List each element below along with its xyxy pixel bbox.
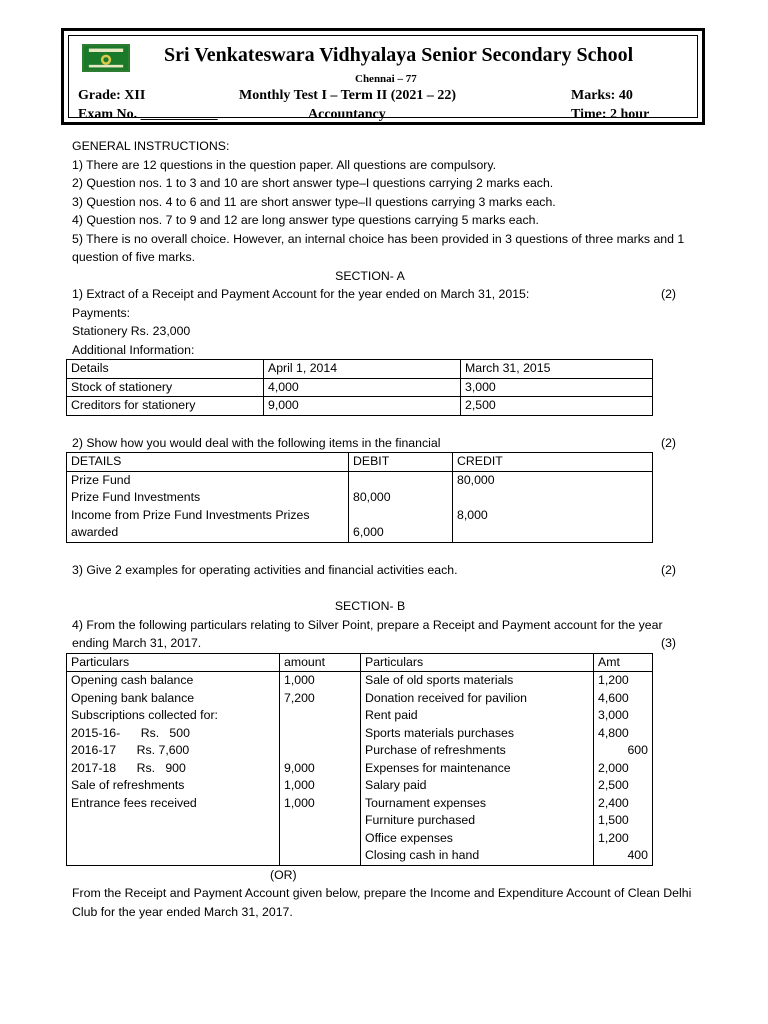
table-cell: Creditors for stationery xyxy=(67,397,264,416)
q4-right-particular: Donation received for pavilion xyxy=(365,690,528,705)
q4-table xyxy=(66,653,653,866)
q4-left-amount: 1,000 xyxy=(284,673,315,687)
q4-right-amount: 1,200 xyxy=(598,673,629,687)
q4-left-amount: 9,000 xyxy=(284,760,315,775)
q2-detail: Prize Fund Investments xyxy=(71,490,201,504)
q4-right-particular: Salary paid xyxy=(365,778,427,792)
q4-left-particular: 2017-18 Rs. 900 xyxy=(71,760,186,775)
table-cell: 2,500 xyxy=(461,397,653,416)
table-cell xyxy=(67,672,280,866)
q4-right-amount: 400 xyxy=(627,848,648,862)
table-header-cell: Amt xyxy=(594,653,653,672)
q1-stationery: Stationery Rs. 23,000 xyxy=(72,324,191,338)
q4-right-particular: Closing cash in hand xyxy=(365,848,480,862)
q2-detail: Income from Prize Fund Investments Prizes awarded xyxy=(71,507,310,539)
school-city: Chennai – 77 xyxy=(355,73,417,85)
section-a-title: SECTION- A xyxy=(335,268,405,283)
q4-left-particular: 2016-17 Rs. 7,600 xyxy=(71,743,190,757)
question-4-line1: 4) From the following particulars relating to Silver Point, prepare a Receipt and Payment account for the year xyxy=(72,617,663,632)
question-4-marks: (3) xyxy=(660,636,676,650)
school-name: Sri Venkateswara Vidhyalaya Senior Secondary School xyxy=(164,44,634,66)
table-row xyxy=(67,453,653,472)
table-header-cell: Particulars xyxy=(67,653,280,672)
q4-right-amount: 4,600 xyxy=(598,690,629,705)
table-row xyxy=(67,672,653,866)
table-header-cell: Particulars xyxy=(361,653,594,672)
q4-right-particular: Expenses for maintenance xyxy=(365,760,511,775)
table-row xyxy=(67,653,653,672)
q4-right-amount: 600 xyxy=(627,743,648,757)
q1-additional-info: Additional Information: xyxy=(72,342,195,357)
grade-label: Grade: XII xyxy=(78,88,146,103)
q4-right-amount: 1,200 xyxy=(598,830,629,845)
table-cell xyxy=(280,672,361,866)
q2-credit: 8,000 xyxy=(457,507,488,522)
table-cell xyxy=(349,471,453,542)
question-2-marks: (2) xyxy=(660,435,676,450)
or-label: (OR) xyxy=(270,867,297,882)
q4-left-particular: 2015-16- Rs. 500 xyxy=(71,725,190,740)
instruction-item: 2) Question nos. 1 to 3 and 10 are short answer type–I questions carrying 2 marks each. xyxy=(72,176,554,190)
table-cell: 4,000 xyxy=(264,378,461,397)
q4-left-particular: Opening cash balance xyxy=(71,673,194,687)
table-row xyxy=(67,360,653,379)
exam-number-field: Exam No. ___________ xyxy=(78,107,218,122)
question-3-marks: (2) xyxy=(660,562,676,577)
table-cell: 3,000 xyxy=(461,378,653,397)
table-cell xyxy=(67,471,349,542)
table-cell: April 1, 2014 xyxy=(264,360,461,379)
table-cell: Details xyxy=(67,360,264,379)
q4-right-particular: Purchase of refreshments xyxy=(365,743,506,757)
q2-debit: 80,000 xyxy=(353,490,391,504)
question-paper-body xyxy=(72,137,692,921)
question-2 xyxy=(72,434,692,453)
q4-left-particular: Entrance fees received xyxy=(71,795,197,810)
q2-credit: 80,000 xyxy=(457,472,495,487)
total-marks: Marks: 40 xyxy=(571,88,633,103)
exam-duration: Time: 2 hour xyxy=(571,107,650,122)
q1-payments-label: Payments: xyxy=(72,305,131,320)
q4-right-amount: 4,800 xyxy=(598,725,629,740)
q4-right-particular: Office expenses xyxy=(365,830,453,845)
table-header-cell: CREDIT xyxy=(453,453,653,472)
q4-right-particular: Sports materials purchases xyxy=(365,725,514,740)
table-cell xyxy=(361,672,594,866)
q4-right-amount: 2,400 xyxy=(598,795,629,810)
q2-table xyxy=(66,452,653,543)
q1-table xyxy=(66,359,653,416)
question-4-line2 xyxy=(72,634,692,653)
instruction-item: 5) There is no overall choice. However, an internal choice has been provided in 3 questions of three marks and 1 question of five marks. xyxy=(72,231,685,264)
table-header-cell: amount xyxy=(280,653,361,672)
header-inner-border xyxy=(68,35,698,122)
q4-left-amount: 1,000 xyxy=(284,778,315,792)
question-1-text: 1) Extract of a Receipt and Payment Account for the year ended on March 31, 2015: xyxy=(72,287,530,301)
question-1-marks: (2) xyxy=(660,287,676,301)
question-3-text: 3) Give 2 examples for operating activities and financial activities each. xyxy=(72,562,458,577)
q2-debit: 6,000 xyxy=(353,525,384,539)
school-logo-icon xyxy=(82,44,130,72)
q4-right-particular: Sale of old sports materials xyxy=(365,673,514,687)
q4-left-amount: 7,200 xyxy=(284,690,315,705)
subject-title: Accountancy xyxy=(308,107,386,122)
q4-left-amount: 1,000 xyxy=(284,795,315,810)
section-b-title: SECTION- B xyxy=(334,599,406,613)
q4-right-amount: 2,000 xyxy=(598,760,629,775)
q4-left-particular: Subscriptions collected for: xyxy=(71,708,218,722)
question-4-text: ending March 31, 2017. xyxy=(72,636,202,650)
q4-right-particular: Rent paid xyxy=(365,708,418,722)
q4-right-particular: Furniture purchased xyxy=(365,813,476,827)
table-cell xyxy=(453,471,653,542)
q4-left-particular: Sale of refreshments xyxy=(71,778,185,792)
question-3 xyxy=(72,561,692,580)
table-row xyxy=(67,378,653,397)
instruction-item: 1) There are 12 questions in the question paper. All questions are compulsory. xyxy=(72,157,497,172)
header-box xyxy=(61,28,705,125)
table-header-cell: DEBIT xyxy=(349,453,453,472)
instruction-item: 4) Question nos. 7 to 9 and 12 are long answer type questions carrying 5 marks each. xyxy=(72,213,539,227)
table-row xyxy=(67,471,653,542)
instruction-item: 3) Question nos. 4 to 6 and 11 are short answer type–II questions carrying 3 marks each. xyxy=(72,194,556,209)
q4-right-amount: 1,500 xyxy=(598,813,629,827)
instructions-title: GENERAL INSTRUCTIONS: xyxy=(72,139,230,153)
table-cell: March 31, 2015 xyxy=(461,360,653,379)
table-cell: Stock of stationery xyxy=(67,378,264,397)
q4-left-particular: Opening bank balance xyxy=(71,690,195,705)
q4-right-amount: 3,000 xyxy=(598,708,629,722)
q2-detail: Prize Fund xyxy=(71,472,131,487)
table-cell: 9,000 xyxy=(264,397,461,416)
table-row xyxy=(67,397,653,416)
test-title: Monthly Test I – Term II (2021 – 22) xyxy=(239,88,457,103)
table-cell xyxy=(594,672,653,866)
question-1 xyxy=(72,285,692,304)
q4-right-particular: Tournament expenses xyxy=(365,795,486,810)
q4-alternative-text: From the Receipt and Payment Account given below, prepare the Income and Expenditure Account of Clean Delhi Club for the year ended March 31, 2017. xyxy=(72,886,692,919)
question-2-text: 2) Show how you would deal with the following items in the financial xyxy=(72,435,441,450)
q4-right-amount: 2,500 xyxy=(598,778,629,792)
table-header-cell: DETAILS xyxy=(67,453,349,472)
